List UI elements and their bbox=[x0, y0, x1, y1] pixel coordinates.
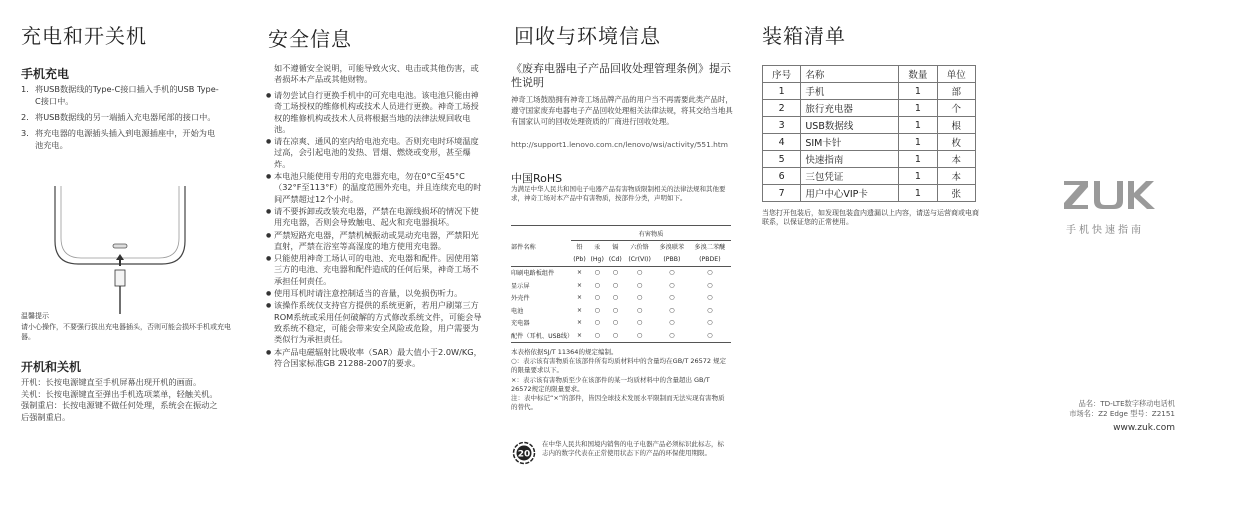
part-name: 配件（耳机、USB线） bbox=[511, 332, 574, 340]
hazard-mark: × bbox=[576, 319, 583, 327]
safety-item: ● 严禁短路充电器，严禁机械振动或晃动充电器，严禁阳光直射，严禁在浴室等高湿度的地方使用充电器。 bbox=[266, 230, 486, 253]
safety-intro: 如不遵循安全说明，可能导致火灾、电击或其他伤害，或者损坏本产品或其他财物。 bbox=[274, 63, 479, 85]
hazard-mark: ○ bbox=[669, 269, 675, 277]
package-cell: 用户中心VIP卡 bbox=[801, 185, 899, 202]
package-cell: 本 bbox=[937, 168, 975, 185]
hazard-mark: ○ bbox=[669, 294, 675, 302]
part-name: 电池 bbox=[511, 307, 524, 315]
hazard-mark: ○ bbox=[636, 281, 643, 289]
package-cell: 1 bbox=[899, 83, 937, 100]
charging-heading: 手机充电 bbox=[21, 67, 70, 81]
section-title-safety: 安全信息 bbox=[268, 27, 352, 51]
hazard-mark: ○ bbox=[636, 306, 643, 314]
substance-name: 镉 bbox=[612, 244, 619, 252]
recycling-url: http://support1.lenovo.com.cn/lenovo/wsi/activity/551.htm bbox=[511, 140, 728, 149]
hazard-mark: ○ bbox=[612, 281, 618, 289]
hazard-mark: ○ bbox=[669, 306, 675, 314]
package-row bbox=[763, 185, 976, 202]
hazard-mark: ○ bbox=[612, 269, 618, 277]
rohs-note: 本表格依据SJ/T 11364的规定编制。 bbox=[511, 348, 618, 356]
hazard-row bbox=[511, 266, 731, 279]
substance-name: 多溴联苯 bbox=[659, 244, 685, 252]
substance-name: 汞 bbox=[594, 244, 601, 252]
section-title-charging: 充电和开关机 bbox=[21, 24, 147, 48]
substance-symbol: (PBDE) bbox=[699, 255, 721, 263]
website: www.zuk.com bbox=[1113, 423, 1175, 433]
package-cell: 6 bbox=[763, 168, 801, 185]
package-cell: 1 bbox=[899, 117, 937, 134]
power-instructions bbox=[21, 377, 221, 423]
package-cell: 7 bbox=[763, 185, 801, 202]
hazard-mark: ○ bbox=[707, 281, 713, 289]
rohs-notes bbox=[511, 348, 729, 412]
package-row bbox=[763, 117, 976, 134]
power-heading: 开机和关机 bbox=[21, 360, 82, 374]
package-cell: 张 bbox=[937, 185, 975, 202]
usb-plug bbox=[115, 270, 125, 286]
hazard-mark: ○ bbox=[594, 269, 600, 277]
step-number: 3. bbox=[21, 128, 29, 138]
hazard-mark: × bbox=[576, 294, 583, 302]
substance-symbol: (Pb) bbox=[573, 255, 586, 263]
safety-list bbox=[266, 90, 486, 370]
package-cell: USB数据线 bbox=[801, 117, 899, 134]
substance-symbol: (Cd) bbox=[608, 255, 622, 263]
package-cell: 部 bbox=[937, 83, 975, 100]
hazard-row bbox=[511, 304, 731, 317]
table-rule-top bbox=[511, 225, 731, 226]
package-cell: 快速指南 bbox=[801, 151, 899, 168]
model-info: 市场名：Z2 Edge 型号：Z2151 bbox=[1069, 409, 1175, 418]
recycling-paragraph: 神奇工场鼓励拥有神奇工场品牌产品的用户当不再需要此类产品时，遵守国家废弃电器电子产品回收处理相关法律法规，将其交给当地具有国家认可的回收处理资质的厂商进行回收处理。 bbox=[511, 95, 733, 126]
package-cell: 个 bbox=[937, 100, 975, 117]
phone-charging-illustration bbox=[45, 186, 195, 316]
hazard-mark: ○ bbox=[707, 331, 713, 339]
phone-outline bbox=[55, 186, 185, 264]
hazard-row bbox=[511, 317, 731, 330]
hazard-mark: ○ bbox=[612, 319, 618, 327]
hazard-mark: ○ bbox=[669, 281, 675, 289]
hazard-mark: ○ bbox=[636, 319, 643, 327]
hazard-group-header: 有害物质 bbox=[571, 227, 731, 240]
hazard-mark: × bbox=[576, 306, 583, 314]
hazard-mark: × bbox=[576, 281, 583, 289]
warning-title: 温馨提示 bbox=[21, 312, 49, 320]
safety-item: ● 请勿尝试自行更换手机中的可充电电池。该电池只能由神奇工场授权的维修机构或技术人员进行更换。神奇工场授权的维修机构或技术人员将根据当地的法律法规回收电池。 bbox=[266, 90, 486, 135]
substance-name: 多溴二苯醚 bbox=[694, 244, 726, 252]
power-line: 开机：长按电源键直至手机屏幕出现开机的画面。 bbox=[21, 377, 202, 387]
product-name: 品名：TD-LTE数字移动电话机 bbox=[1078, 399, 1175, 408]
safety-item: ● 本产品电磁辐射比吸收率（SAR）最大值小于2.0W/KG，符合国家标准GB 21288-2007的要求。 bbox=[266, 347, 486, 370]
package-cell: 2 bbox=[763, 100, 801, 117]
substance-name: 六价铬 bbox=[630, 244, 649, 252]
hazard-mark: ○ bbox=[669, 331, 675, 339]
package-cell: 1 bbox=[899, 134, 937, 151]
package-cell: SIM卡针 bbox=[801, 134, 899, 151]
charging-steps bbox=[21, 83, 221, 155]
hazard-mark: ○ bbox=[636, 331, 643, 339]
rohs-note: ×：表示该有害物质至少在该部件的某一均质材料中的含量超出 GB/T 26572规定的限量要求。 bbox=[511, 375, 710, 393]
hazard-mark: × bbox=[576, 331, 583, 339]
substance-symbol: (PBB) bbox=[663, 255, 681, 263]
power-line: 强制重启：长按电源键不做任何处理，系统会在振动之后强制重启。 bbox=[21, 400, 218, 422]
warning-text: 请小心操作，不要强行拔出充电器插头，否则可能会损坏手机或充电器。 bbox=[21, 323, 231, 341]
epup-text: 在中华人民共和国境内销售的电子电器产品必须标识此标志，标志内的数字代表在正常使用状态下的产品的环保使用期限。 bbox=[542, 440, 724, 458]
step-text: 将USB数据线的另一端插入充电器尾部的接口中。 bbox=[35, 112, 216, 122]
step-number: 2. bbox=[21, 112, 29, 122]
safety-item: ● 使用耳机时请注意控制适当的音量，以免损伤听力。 bbox=[266, 288, 486, 299]
substance-symbol: (Cr(VI)) bbox=[628, 255, 651, 263]
package-row bbox=[763, 168, 976, 185]
part-name-header: 部件名称 bbox=[511, 243, 536, 251]
package-header: 名称 bbox=[801, 66, 899, 83]
package-list-table bbox=[762, 65, 976, 202]
hazard-mark: ○ bbox=[636, 294, 643, 302]
usb-port bbox=[113, 244, 127, 248]
safety-item: ● 请不要拆卸或改装充电器，严禁在电源线损坏的情况下使用充电器，否则会导致触电、起火和充电器损坏。 bbox=[266, 206, 486, 229]
package-cell: 3 bbox=[763, 117, 801, 134]
section-title-recycling: 回收与环境信息 bbox=[514, 24, 661, 48]
charging-step bbox=[21, 127, 221, 151]
substance-symbol: (Hg) bbox=[590, 255, 604, 263]
safety-item: ● 只能使用神奇工场认可的电池、充电器和配件。因使用第三方的电池、充电器和配件造成的任何后果，神奇工场不承担任何责任。 bbox=[266, 253, 486, 287]
package-cell: 4 bbox=[763, 134, 801, 151]
step-text: 将USB数据线的Type-C接口插入手机的USB Type-C接口中。 bbox=[35, 84, 219, 106]
regulation-subtitle: 《废弃电器电子产品回收处理管理条例》提示性说明 bbox=[511, 62, 731, 89]
package-row bbox=[763, 151, 976, 168]
hazard-mark: ○ bbox=[612, 331, 618, 339]
rohs-paragraph: 为满足中华人民共和国电子电器产品有害物质限制相关的法律法规和其他要求，神奇工场对本产品中有害物质，按部件分类，声明如下。 bbox=[511, 185, 726, 203]
hazard-mark: ○ bbox=[669, 319, 675, 327]
cover-subtitle: 手机快速指南 bbox=[1066, 225, 1144, 236]
hazard-mark: ○ bbox=[612, 306, 618, 314]
hazard-mark: ○ bbox=[612, 294, 618, 302]
package-cell: 1 bbox=[899, 185, 937, 202]
section-title-package: 装箱清单 bbox=[762, 24, 846, 48]
substance-name: 铅 bbox=[576, 244, 583, 252]
package-cell: 三包凭证 bbox=[801, 168, 899, 185]
hazard-mark: ○ bbox=[594, 331, 600, 339]
rohs-heading: 中国RoHS bbox=[511, 172, 563, 185]
package-cell: 根 bbox=[937, 117, 975, 134]
package-row bbox=[763, 134, 976, 151]
epup-20-icon bbox=[512, 441, 536, 465]
package-cell: 手机 bbox=[801, 83, 899, 100]
power-line: 关机：长按电源键直至弹出手机选项菜单，轻触关机。 bbox=[21, 388, 218, 399]
hazard-mark: × bbox=[576, 269, 583, 277]
package-header: 单位 bbox=[937, 66, 975, 83]
package-note: 当您打开包装后，如发现包装盒内遗漏以上内容，请送与运营商或电商联系，以保证您的正常使用。 bbox=[762, 209, 979, 227]
hazardous-substance-table bbox=[511, 227, 731, 342]
safety-item: ● 本电池只能使用专用的充电器充电，勿在0°C至45°C（32°F至113°F）的温度范围外充电，并且连续充电的时间严禁超过12个小时。 bbox=[266, 171, 486, 205]
part-name: 显示屏 bbox=[511, 282, 530, 290]
package-header: 序号 bbox=[763, 66, 801, 83]
package-cell: 5 bbox=[763, 151, 801, 168]
package-cell: 1 bbox=[763, 83, 801, 100]
package-header: 数量 bbox=[899, 66, 937, 83]
hazard-mark: ○ bbox=[707, 319, 713, 327]
rohs-note: 注：表中标记“×”的部件，皆因全球技术发展水平限制而无法实现有害物质的替代。 bbox=[511, 394, 725, 412]
step-text: 将充电器的电源插头插入到电源插座中，开始为电池充电。 bbox=[35, 128, 216, 150]
charging-step bbox=[21, 83, 221, 107]
hazard-mark: ○ bbox=[707, 269, 713, 277]
rohs-note: ○：表示该有害物质在该部件所有均质材料中的含量均在GB/T 26572 规定的限量要求以下。 bbox=[511, 357, 727, 375]
hazard-mark: ○ bbox=[594, 306, 600, 314]
package-cell: 1 bbox=[899, 151, 937, 168]
hazard-mark: ○ bbox=[636, 269, 643, 277]
package-row bbox=[763, 100, 976, 117]
hazard-mark: ○ bbox=[594, 281, 600, 289]
package-cell: 1 bbox=[899, 168, 937, 185]
step-number: 1. bbox=[21, 84, 29, 94]
table-rule-bottom bbox=[511, 342, 731, 343]
package-cell: 旅行充电器 bbox=[801, 100, 899, 117]
hazard-mark: ○ bbox=[707, 294, 713, 302]
package-cell: 1 bbox=[899, 100, 937, 117]
package-cell: 枚 bbox=[937, 134, 975, 151]
package-cell: 本 bbox=[937, 151, 975, 168]
epup-number: 20 bbox=[517, 449, 531, 460]
package-row bbox=[763, 83, 976, 100]
safety-item: ● 请在凉爽、通风的室内给电池充电。否则充电时环境温度过高，会引起电池的发热、冒烟、燃烧或变形，甚至爆炸。 bbox=[266, 136, 486, 170]
hazard-mark: ○ bbox=[594, 294, 600, 302]
part-name: 充电器 bbox=[511, 320, 530, 328]
part-name: 印刷电路板组件 bbox=[511, 270, 555, 278]
hazard-row bbox=[511, 329, 731, 342]
hazard-mark: ○ bbox=[707, 306, 713, 314]
zuk-logo bbox=[1062, 178, 1158, 212]
hazard-row bbox=[511, 279, 731, 292]
hazard-mark: ○ bbox=[594, 319, 600, 327]
charging-step bbox=[21, 111, 221, 123]
hazard-row bbox=[511, 292, 731, 305]
part-name: 外壳件 bbox=[511, 295, 530, 303]
safety-item: ● 该操作系统仅支持官方提供的系统更新，若用户刷第三方ROM系统或采用任何破解的方式修改系统文件，可能会导致系统不稳定，可能会带来安全风险或危险，用户需要为类似行为承担责任。 bbox=[266, 300, 486, 345]
